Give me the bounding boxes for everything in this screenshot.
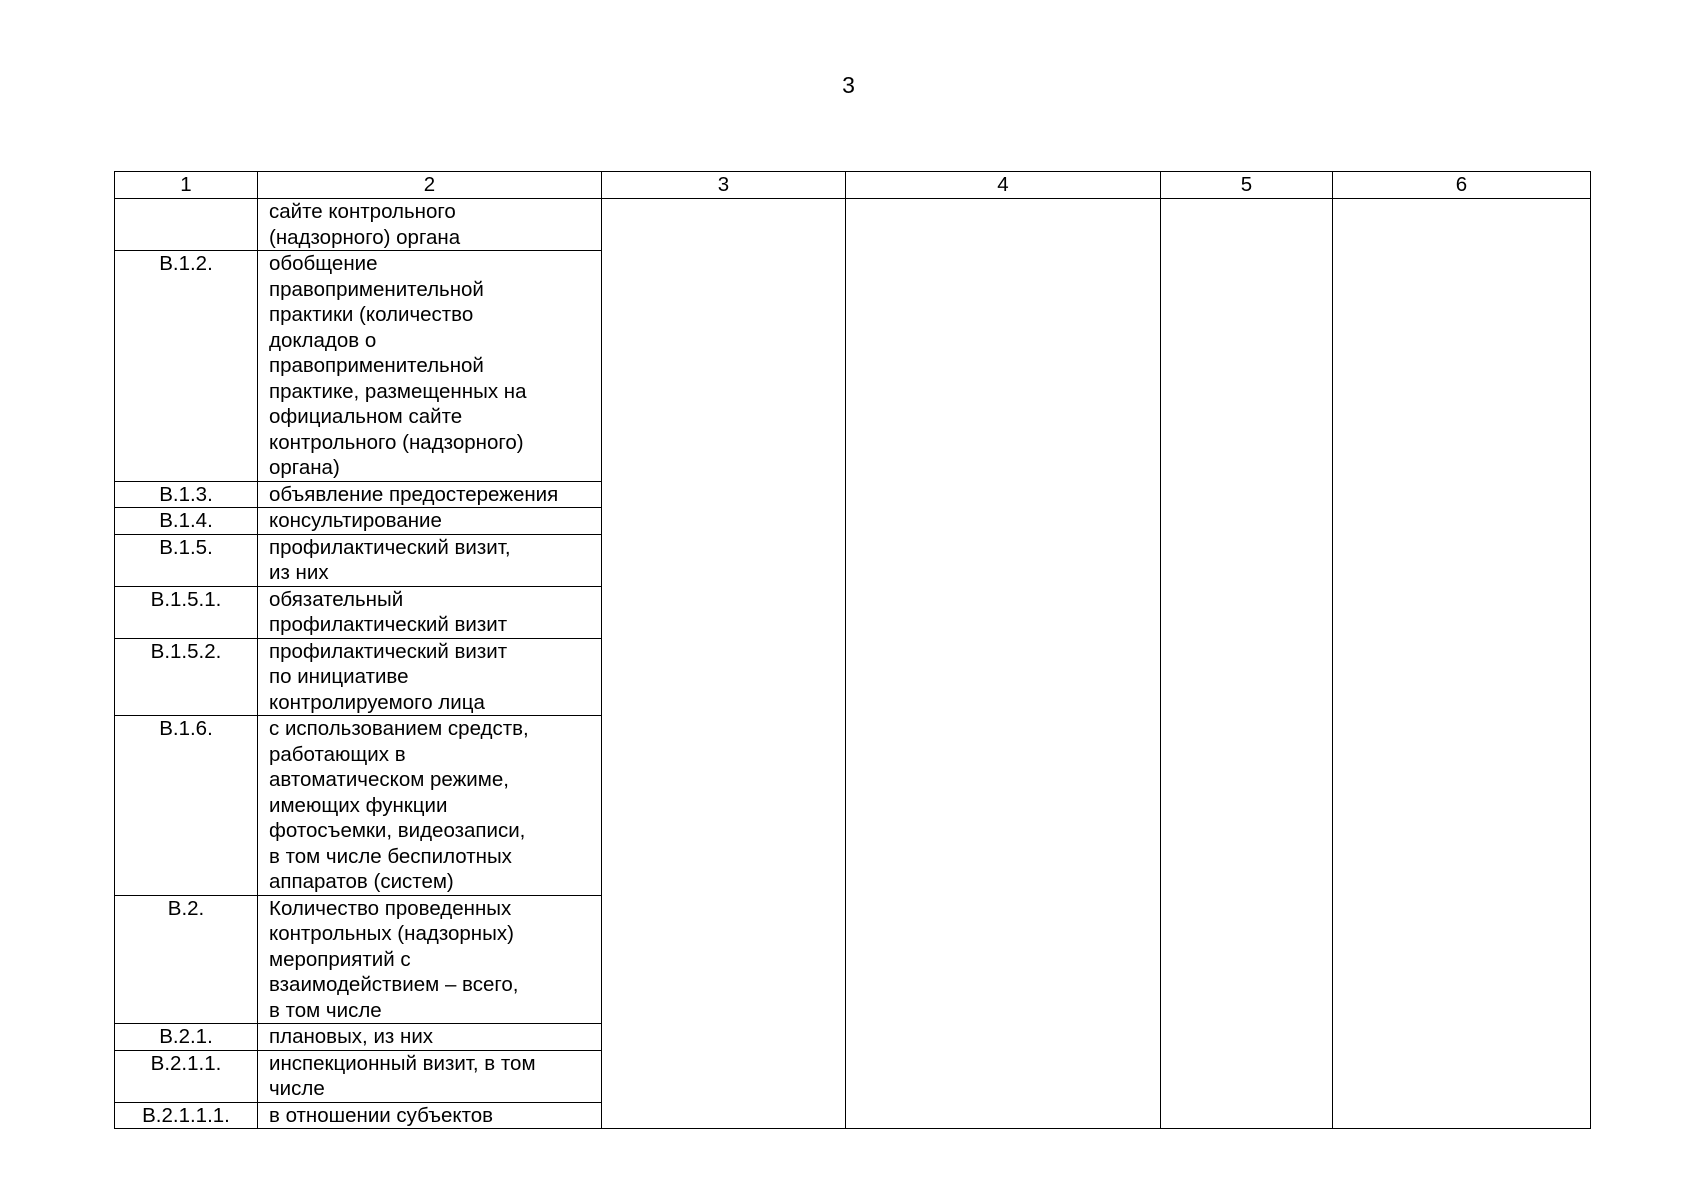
column-header-2: 2 <box>258 172 602 199</box>
row-description: с использованием средств, работающих в автоматическом режиме, имеющих функции фотосъемки, видеозаписи, в том числе беспилотных аппаратов (систем) <box>258 716 602 896</box>
row-code: В.1.3. <box>115 481 258 508</box>
row-code: В.1.5.2. <box>115 638 258 716</box>
column-header-1: 1 <box>115 172 258 199</box>
row-description: в отношении субъектов <box>258 1102 602 1129</box>
column-header-6: 6 <box>1333 172 1591 199</box>
row-code: В.1.6. <box>115 716 258 896</box>
page-number: 3 <box>842 72 855 98</box>
header-row <box>115 172 1591 199</box>
column-5-cell <box>1161 199 1333 1129</box>
row-description: консультирование <box>258 508 602 535</box>
column-3-cell <box>602 199 846 1129</box>
row-description: сайте контрольного (надзорного) органа <box>258 199 602 251</box>
report-table <box>114 171 1591 1129</box>
row-description: профилактический визит по инициативе контролируемого лица <box>258 638 602 716</box>
row-description: Количество проведенных контрольных (надзорных) мероприятий с взаимодействием – всего, в том числе <box>258 895 602 1024</box>
row-code: В.2.1.1. <box>115 1050 258 1102</box>
row-description: профилактический визит, из них <box>258 534 602 586</box>
column-header-5: 5 <box>1161 172 1333 199</box>
row-code <box>115 199 258 251</box>
row-code: В.2.1. <box>115 1024 258 1051</box>
row-description: объявление предостережения <box>258 481 602 508</box>
table-body <box>115 199 1591 1129</box>
column-header-4: 4 <box>846 172 1161 199</box>
row-code: В.1.4. <box>115 508 258 535</box>
row-description: обобщение правоприменительной практики (количество докладов о правоприменительной практике, размещенных на официальном сайте контрольного (надзорного) органа) <box>258 251 602 482</box>
table-row <box>115 199 1591 251</box>
column-header-3: 3 <box>602 172 846 199</box>
row-code: В.2.1.1.1. <box>115 1102 258 1129</box>
table-header <box>115 172 1591 199</box>
row-description: инспекционный визит, в том числе <box>258 1050 602 1102</box>
column-6-cell <box>1333 199 1591 1129</box>
row-description: обязательный профилактический визит <box>258 586 602 638</box>
row-code: В.1.2. <box>115 251 258 482</box>
row-code: В.1.5. <box>115 534 258 586</box>
row-code: В.1.5.1. <box>115 586 258 638</box>
row-code: В.2. <box>115 895 258 1024</box>
row-description: плановых, из них <box>258 1024 602 1051</box>
column-4-cell <box>846 199 1161 1129</box>
